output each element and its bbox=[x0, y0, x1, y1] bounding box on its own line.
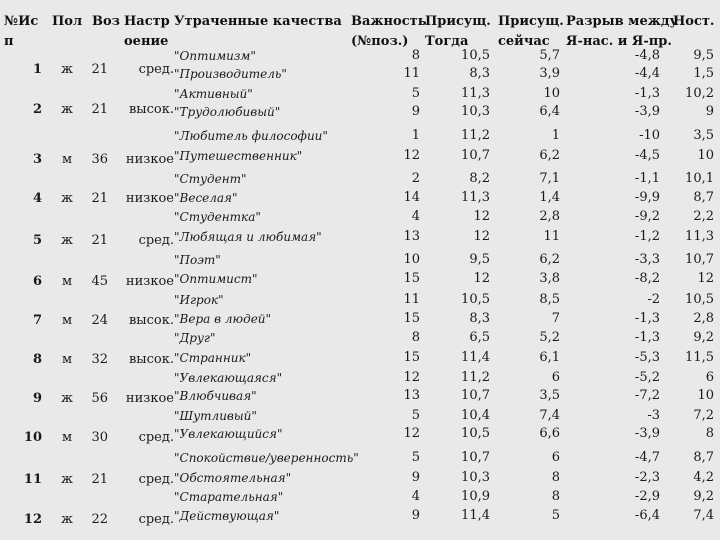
gap-value: -9,9 bbox=[634, 190, 660, 205]
quality-name: "Оптимист" bbox=[174, 272, 258, 286]
gap-value: -3 bbox=[647, 408, 660, 423]
now-value: 3,5 bbox=[539, 388, 560, 403]
gap-value: -8,2 bbox=[634, 271, 660, 286]
gap-value: -9,2 bbox=[634, 209, 660, 224]
now-value: 6,1 bbox=[539, 350, 560, 365]
gap-value: -7,2 bbox=[634, 388, 660, 403]
now-value: 3,9 bbox=[539, 66, 560, 81]
header-quality: Утраченные качества bbox=[174, 14, 342, 29]
nost-value: 7,2 bbox=[693, 408, 714, 423]
now-value: 2,8 bbox=[539, 209, 560, 224]
gap-value: -1,3 bbox=[634, 86, 660, 101]
nost-value: 3,5 bbox=[693, 128, 714, 143]
nost-value: 9 bbox=[705, 104, 714, 119]
nost-value: 9,5 bbox=[693, 48, 714, 63]
subject-age: 45 bbox=[91, 274, 108, 289]
importance-value: 5 bbox=[411, 408, 420, 423]
importance-value: 9 bbox=[411, 470, 420, 485]
subject-sex: м bbox=[61, 313, 73, 328]
importance-value: 13 bbox=[403, 229, 420, 244]
quality-name: "Спокойствие/уверенность" bbox=[174, 451, 359, 465]
quality-name: "Вера в людей" bbox=[174, 312, 272, 326]
importance-value: 4 bbox=[411, 209, 420, 224]
subject-number: 9 bbox=[32, 391, 42, 406]
subject-mood: сред. bbox=[138, 472, 174, 487]
header-num: №Ис п bbox=[4, 14, 39, 49]
subject-sex: ж bbox=[61, 62, 73, 77]
subject-sex: ж bbox=[61, 512, 73, 527]
subject-age: 21 bbox=[91, 62, 108, 77]
header-sex: Пол bbox=[52, 14, 83, 29]
subject-age: 21 bbox=[91, 472, 108, 487]
gap-value: -2 bbox=[647, 292, 660, 307]
subject-number: 2 bbox=[32, 102, 42, 117]
then-value: 10,7 bbox=[461, 388, 490, 403]
quality-name: "Производитель" bbox=[174, 67, 287, 81]
subject-mood: высок. bbox=[128, 313, 174, 328]
quality-name: "Любитель философии" bbox=[174, 129, 328, 143]
subject-sex: м bbox=[61, 430, 73, 445]
importance-value: 15 bbox=[403, 311, 420, 326]
importance-value: 1 bbox=[411, 128, 420, 143]
then-value: 8,3 bbox=[469, 66, 490, 81]
subject-mood: сред. bbox=[138, 512, 174, 527]
nost-value: 7,4 bbox=[693, 508, 714, 523]
header-then: Присущ. Тогда bbox=[425, 14, 491, 49]
then-value: 10,5 bbox=[461, 48, 490, 63]
nost-value: 2,8 bbox=[693, 311, 714, 326]
quality-name: "Оптимизм" bbox=[174, 49, 256, 63]
importance-value: 14 bbox=[403, 190, 420, 205]
subject-sex: ж bbox=[61, 102, 73, 117]
gap-value: -1,3 bbox=[634, 330, 660, 345]
quality-name: "Влюбчивая" bbox=[174, 389, 257, 403]
gap-value: -10 bbox=[639, 128, 660, 143]
quality-name: "Любящая и любимая" bbox=[174, 230, 322, 244]
subject-number: 7 bbox=[32, 313, 42, 328]
subject-sex: м bbox=[61, 274, 73, 289]
then-value: 12 bbox=[473, 271, 490, 286]
subject-mood: низкое bbox=[125, 191, 174, 206]
nost-value: 10,5 bbox=[685, 292, 714, 307]
gap-value: -1,3 bbox=[634, 311, 660, 326]
quality-name: "Обстоятельная" bbox=[174, 471, 292, 485]
importance-value: 13 bbox=[403, 388, 420, 403]
now-value: 6 bbox=[551, 450, 560, 465]
importance-value: 11 bbox=[403, 292, 420, 307]
then-value: 8,3 bbox=[469, 311, 490, 326]
quality-name: "Странник" bbox=[174, 351, 252, 365]
quality-name: "Студент" bbox=[174, 172, 247, 186]
subject-sex: ж bbox=[61, 191, 73, 206]
nost-value: 10 bbox=[697, 388, 714, 403]
now-value: 6,2 bbox=[539, 252, 560, 267]
now-value: 5,7 bbox=[539, 48, 560, 63]
subject-number: 12 bbox=[23, 512, 42, 527]
subject-mood: сред. bbox=[138, 233, 174, 248]
then-value: 10,3 bbox=[461, 104, 490, 119]
nost-value: 11,5 bbox=[685, 350, 714, 365]
header-gap: Разрыв между Я-нас. и Я-пр. bbox=[566, 14, 678, 49]
gap-value: -3,9 bbox=[634, 104, 660, 119]
importance-value: 15 bbox=[403, 271, 420, 286]
gap-value: -4,5 bbox=[634, 148, 660, 163]
quality-name: "Увлекающаяся" bbox=[174, 371, 283, 385]
then-value: 11,2 bbox=[461, 370, 490, 385]
quality-name: "Путешественник" bbox=[174, 149, 303, 163]
subject-age: 24 bbox=[91, 313, 108, 328]
then-value: 10,9 bbox=[461, 489, 490, 504]
then-value: 11,3 bbox=[461, 190, 490, 205]
subject-number: 1 bbox=[32, 62, 42, 77]
header-nost: Ност. bbox=[673, 14, 715, 29]
subject-mood: высок. bbox=[128, 102, 174, 117]
subject-mood: низкое bbox=[125, 152, 174, 167]
nost-value: 10,2 bbox=[685, 86, 714, 101]
subject-age: 21 bbox=[91, 191, 108, 206]
now-value: 1,4 bbox=[539, 190, 560, 205]
nost-value: 8 bbox=[705, 426, 714, 441]
importance-value: 12 bbox=[403, 370, 420, 385]
subject-mood: низкое bbox=[125, 391, 174, 406]
now-value: 5,2 bbox=[539, 330, 560, 345]
then-value: 11,4 bbox=[461, 508, 490, 523]
gap-value: -5,3 bbox=[634, 350, 660, 365]
nost-value: 9,2 bbox=[693, 330, 714, 345]
quality-name: "Трудолюбивый" bbox=[174, 105, 281, 119]
subject-sex: ж bbox=[61, 391, 73, 406]
gap-value: -3,3 bbox=[634, 252, 660, 267]
importance-value: 11 bbox=[403, 66, 420, 81]
importance-value: 2 bbox=[411, 171, 420, 186]
subject-sex: ж bbox=[61, 472, 73, 487]
importance-value: 8 bbox=[411, 330, 420, 345]
importance-value: 12 bbox=[403, 426, 420, 441]
now-value: 6,2 bbox=[539, 148, 560, 163]
importance-value: 15 bbox=[403, 350, 420, 365]
quality-name: "Игрок" bbox=[174, 293, 224, 307]
subject-number: 6 bbox=[32, 274, 42, 289]
importance-value: 9 bbox=[411, 104, 420, 119]
subject-age: 56 bbox=[91, 391, 108, 406]
subject-age: 30 bbox=[91, 430, 108, 445]
subject-age: 21 bbox=[91, 233, 108, 248]
subject-number: 8 bbox=[32, 352, 42, 367]
gap-value: -6,4 bbox=[634, 508, 660, 523]
quality-name: "Старательная" bbox=[174, 490, 284, 504]
nost-value: 10 bbox=[697, 148, 714, 163]
nost-value: 10,7 bbox=[685, 252, 714, 267]
quality-name: "Поэт" bbox=[174, 253, 221, 267]
nost-value: 1,5 bbox=[693, 66, 714, 81]
importance-value: 5 bbox=[411, 86, 420, 101]
subject-number: 4 bbox=[32, 191, 42, 206]
now-value: 6,6 bbox=[539, 426, 560, 441]
now-value: 7 bbox=[551, 311, 560, 326]
then-value: 10,7 bbox=[461, 450, 490, 465]
now-value: 7,1 bbox=[539, 171, 560, 186]
nost-value: 6 bbox=[705, 370, 714, 385]
now-value: 3,8 bbox=[539, 271, 560, 286]
subject-sex: м bbox=[61, 152, 73, 167]
importance-value: 9 bbox=[411, 508, 420, 523]
subject-number: 5 bbox=[32, 233, 42, 248]
subject-mood: сред. bbox=[138, 430, 174, 445]
then-value: 11,3 bbox=[461, 86, 490, 101]
subject-sex: ж bbox=[61, 233, 73, 248]
then-value: 10,3 bbox=[461, 470, 490, 485]
importance-value: 12 bbox=[403, 148, 420, 163]
header-mood: Настр оение bbox=[124, 14, 170, 49]
then-value: 10,7 bbox=[461, 148, 490, 163]
then-value: 11,4 bbox=[461, 350, 490, 365]
subject-age: 36 bbox=[91, 152, 108, 167]
nost-value: 12 bbox=[697, 271, 714, 286]
quality-name: "Шутливый" bbox=[174, 409, 257, 423]
quality-name: "Действующая" bbox=[174, 509, 280, 523]
nost-value: 2,2 bbox=[693, 209, 714, 224]
gap-value: -4,8 bbox=[634, 48, 660, 63]
now-value: 6,4 bbox=[539, 104, 560, 119]
importance-value: 5 bbox=[411, 450, 420, 465]
now-value: 8 bbox=[551, 470, 560, 485]
then-value: 12 bbox=[473, 209, 490, 224]
then-value: 11,2 bbox=[461, 128, 490, 143]
subject-mood: сред. bbox=[138, 62, 174, 77]
importance-value: 8 bbox=[411, 48, 420, 63]
then-value: 9,5 bbox=[469, 252, 490, 267]
subject-age: 32 bbox=[91, 352, 108, 367]
subject-age: 21 bbox=[91, 102, 108, 117]
nost-value: 11,3 bbox=[685, 229, 714, 244]
quality-name: "Веселая" bbox=[174, 191, 238, 205]
now-value: 6 bbox=[551, 370, 560, 385]
gap-value: -2,9 bbox=[634, 489, 660, 504]
nost-value: 10,1 bbox=[685, 171, 714, 186]
nost-value: 9,2 bbox=[693, 489, 714, 504]
quality-name: "Друг" bbox=[174, 331, 216, 345]
gap-value: -2,3 bbox=[634, 470, 660, 485]
importance-value: 4 bbox=[411, 489, 420, 504]
header-age: Воз bbox=[92, 14, 120, 29]
subject-number: 3 bbox=[32, 152, 42, 167]
quality-name: "Студентка" bbox=[174, 210, 261, 224]
now-value: 1 bbox=[551, 128, 560, 143]
gap-value: -4,7 bbox=[634, 450, 660, 465]
gap-value: -3,9 bbox=[634, 426, 660, 441]
header-now: Присущ. сейчас bbox=[498, 14, 564, 49]
then-value: 6,5 bbox=[469, 330, 490, 345]
then-value: 10,5 bbox=[461, 292, 490, 307]
then-value: 8,2 bbox=[469, 171, 490, 186]
gap-value: -4,4 bbox=[634, 66, 660, 81]
nost-value: 8,7 bbox=[693, 190, 714, 205]
then-value: 10,5 bbox=[461, 426, 490, 441]
subject-age: 22 bbox=[91, 512, 108, 527]
then-value: 12 bbox=[473, 229, 490, 244]
quality-name: "Увлекающийся" bbox=[174, 427, 283, 441]
subject-number: 11 bbox=[23, 472, 42, 487]
now-value: 8 bbox=[551, 489, 560, 504]
subject-mood: высок. bbox=[128, 352, 174, 367]
subject-number: 10 bbox=[23, 430, 42, 445]
then-value: 10,4 bbox=[461, 408, 490, 423]
subject-sex: м bbox=[61, 352, 73, 367]
gap-value: -1,2 bbox=[634, 229, 660, 244]
gap-value: -1,1 bbox=[634, 171, 660, 186]
subject-mood: низкое bbox=[125, 274, 174, 289]
now-value: 10 bbox=[543, 86, 560, 101]
nost-value: 8,7 bbox=[693, 450, 714, 465]
importance-value: 10 bbox=[403, 252, 420, 267]
now-value: 7,4 bbox=[539, 408, 560, 423]
gap-value: -5,2 bbox=[634, 370, 660, 385]
quality-name: "Активный" bbox=[174, 87, 253, 101]
header-importance: Важность (№поз.) bbox=[351, 14, 427, 49]
now-value: 11 bbox=[543, 229, 560, 244]
now-value: 5 bbox=[551, 508, 560, 523]
now-value: 8,5 bbox=[539, 292, 560, 307]
nost-value: 4,2 bbox=[693, 470, 714, 485]
